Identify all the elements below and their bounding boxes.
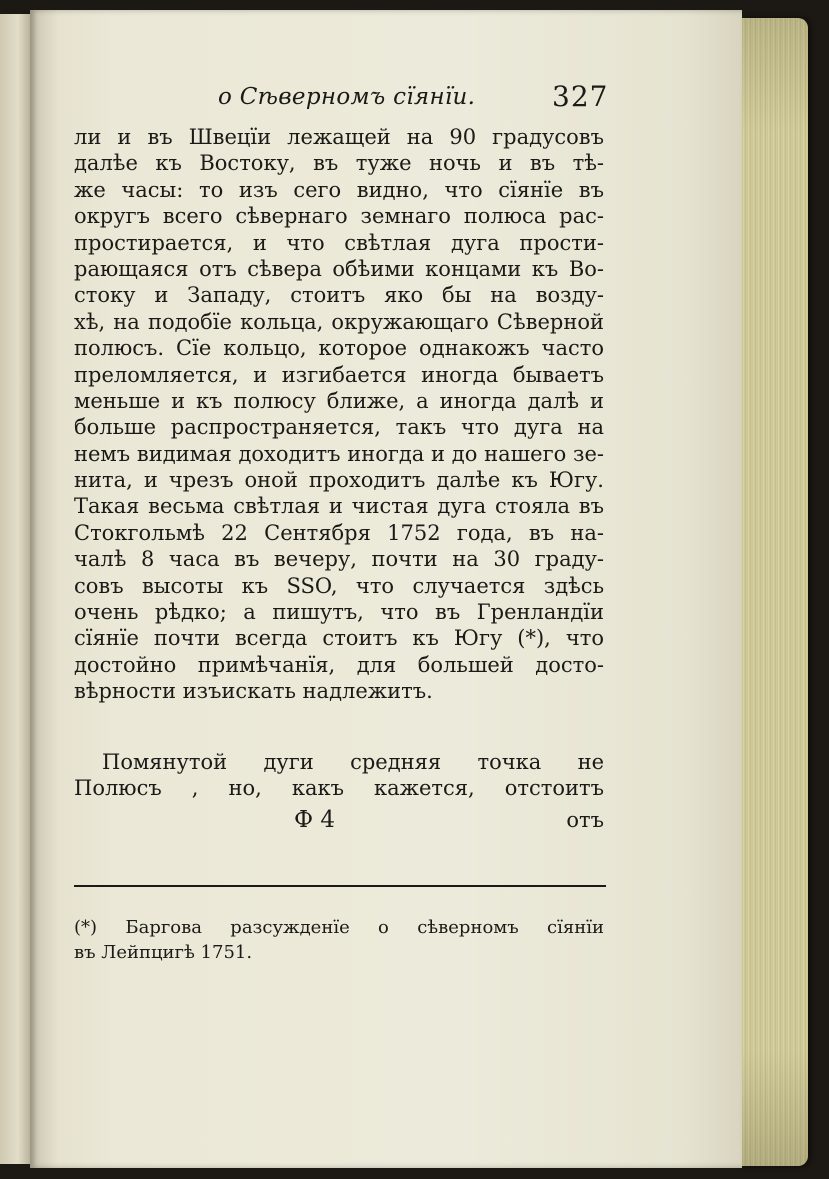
text-line: сїянїе почти всегда стоитъ къ Югу (*), что (74, 626, 604, 651)
text-line: преломляется, и изгибается иногда бываетъ (74, 362, 604, 387)
text-line: Стокгольмѣ 22 Сентября 1752 года, въ на- (74, 520, 604, 545)
page-block-edges (742, 18, 808, 1166)
signature-row (74, 805, 604, 835)
text-line: же часы: то изъ сего видно, что сїянїе въ (74, 177, 604, 202)
text-line: немъ видимая доходитъ иногда и до нашего зе- (74, 441, 604, 466)
text-line: простирается, и что свѣтлая дуга прости- (74, 230, 604, 255)
text-line: совъ высоты къ SSO, что случается здѣсь (74, 573, 604, 598)
text-line: очень рѣдко; а пишутъ, что въ Гренландїи (74, 600, 604, 625)
text-line: меньше и къ полюсу ближе, а иногда далѣ и (74, 388, 604, 413)
running-head-title: о Сѣверномъ сїянїи. (218, 84, 476, 110)
signature-mark: Ф 4 (294, 807, 336, 833)
text-line: чалѣ 8 часа въ вечеру, почти на 30 граду- (74, 547, 604, 572)
text-line: больше распространяется, такъ что дуга на (74, 415, 604, 440)
catchword: отъ (566, 808, 604, 832)
footnote-line: въ Лейпцигѣ 1751. (74, 942, 253, 963)
text-line: нита, и чрезъ оной проходитъ далѣе къ Югу. (74, 468, 604, 493)
text-line: полюсъ. Сїе кольцо, которое однакожъ часто (74, 336, 604, 361)
running-head (30, 74, 742, 122)
book-page (30, 10, 742, 1168)
text-line: Помянутой дуги средняя точка не (102, 750, 604, 774)
text-line: достойно примѣчанїя, для большей досто- (74, 652, 604, 677)
footnote-rule (74, 885, 606, 887)
paragraph-2 (74, 749, 604, 802)
previous-page-edge (0, 14, 30, 1164)
text-line: ли и въ Швецїи лежащей на 90 градусовъ (74, 125, 604, 149)
text-line: Такая весьма свѣтлая и чистая дуга стояла въ (74, 494, 604, 519)
text-line-last: вѣрности изъискать надлежитъ. (74, 679, 433, 704)
text-line: рающаяся отъ сѣвера обѣими концами къ Во- (74, 256, 604, 281)
footnote (74, 915, 604, 965)
paragraph-1 (74, 124, 604, 705)
text-line: стоку и Западу, стоитъ яко бы на возду- (74, 283, 604, 308)
footnote-line: (*) Баргова разсужденїе о сѣверномъ сїянїи (74, 917, 604, 938)
text-line: далѣе къ Востоку, въ туже ночь и въ тѣ- (74, 151, 604, 176)
text-line: Полюсъ , но, какъ кажется, отстоитъ (74, 776, 604, 801)
text-line: округъ всего сѣвернаго земнаго полюса рас- (74, 204, 604, 229)
page-number: 327 (552, 80, 609, 113)
text-line: хѣ, на подобїе кольца, окружающаго Сѣверной (74, 309, 604, 334)
